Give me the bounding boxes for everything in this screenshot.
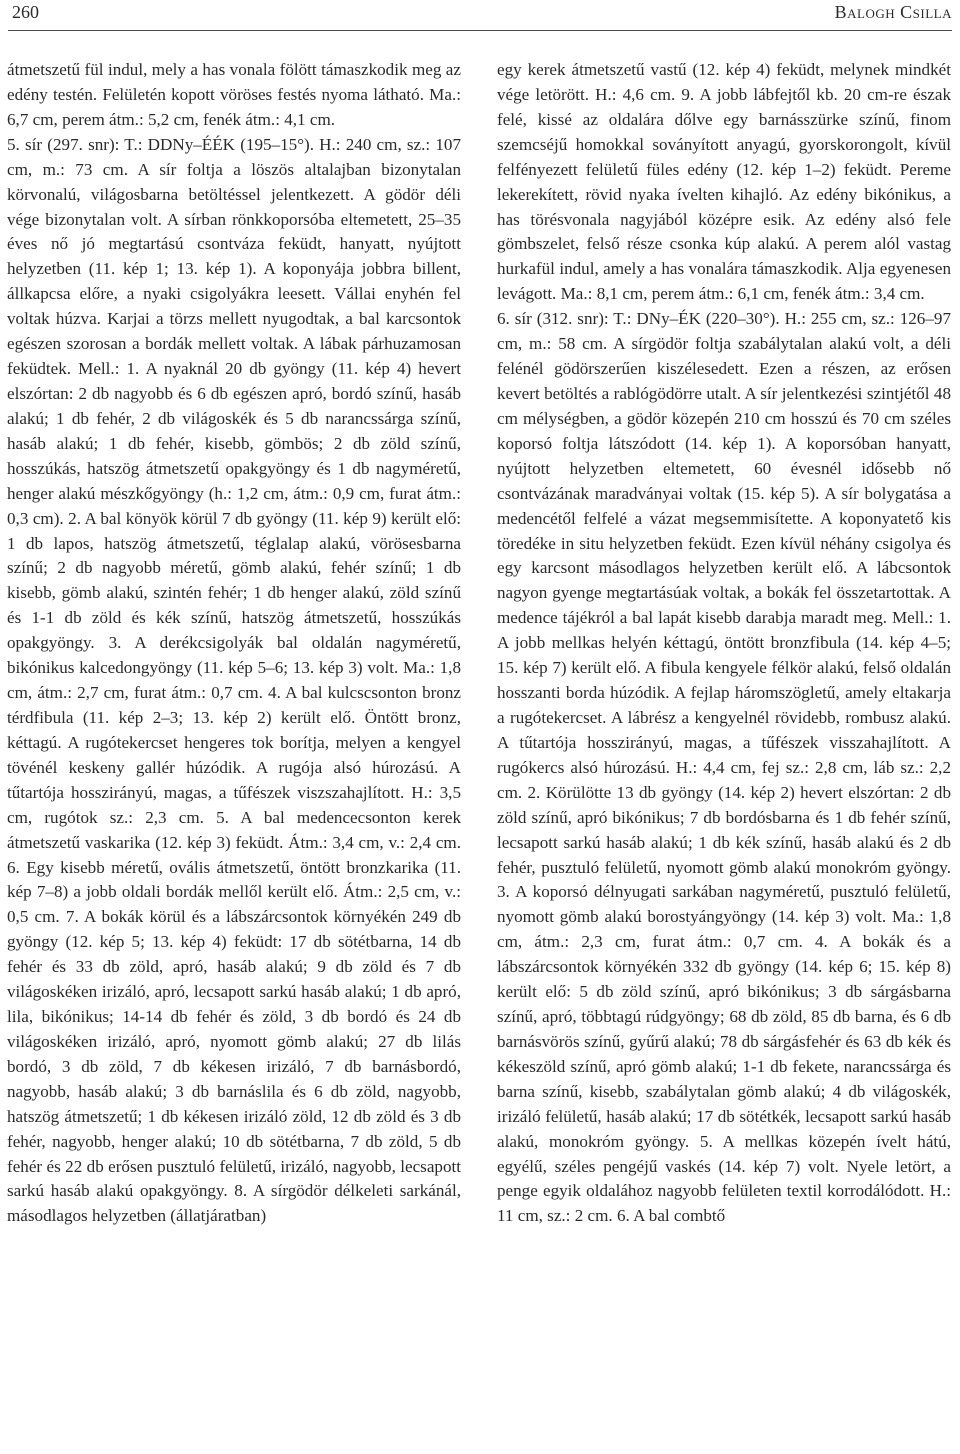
- paragraph-grave-6: 6. sír (312. snr): T.: DNy–ÉK (220–30°). H.: 255 cm, sz.: 126–97 cm, m.: 58 cm. A sírgödör foltja szabálytalan alakú volt, a déli felénél gödörszerűen kiszélesedett. Ezen a részen, az erősen kevert betöltés a rablógödörre utalt. A sír jelentkezési szintjétől 48 cm mélységben, a gödör közepén 210 cm hosszú és 70 cm széles koporsó foltja látszódott (14. kép 1). A koporsóban hanyatt, nyújtott helyzetben eltemetett, 60 évesnél idősebb nő csontvázának maradványai voltak (15. kép 5). A sír bolygatása a medencétől felfelé a vázat megsemmisítette. A koponyatető kis töredéke in situ helyzetben feküdt. Ezen kívül néhány csigolya és egy karcsont másodlagos helyzetben került elő. A lábcsontok nagyon gyenge megtartásúak voltak, a bokák fel összetartottak. A medence tájékról a bal lapát kisebb darabja maradt meg. Mell.: 1. A jobb mellkas helyén kéttagú, öntött bronzfibula (14. kép 4–5; 15. kép 7) került elő. A fibula kengyele félkör alakú, felső oldalán hosszanti borda húzódik. A fejlap háromszögletű, amely eltakarja a rugótekercset. A lábrész a kengyelnél rövidebb, rombusz alakú. A tűtartója hosszirányú, magas, a tűfészek visszahajlított. A rugókercs alsó húrozású. H.: 4,4 cm, fej sz.: 2,8 cm, láb sz.: 2,2 cm. 2. Körülötte 13 db gyöngy (14. kép 2) hevert elszórtan: 2 db zöld színű, apró bikónikus; 7 db bordósbarna és 1 db fehér színű, lecsapott sarkú hasáb alakú; 1 db kék színű, hasáb alakú és 2 db fehér, pusztuló felületű, nyomott gömb alakú monokróm gyöngy. 3. A koporsó délnyugati sarkában nagyméretű, pusztuló felületű, nyomott gömb alakú borostyángyöngy (14. kép 3) volt. Ma.: 1,8 cm, átm.: 2,3 cm, furat átm.: 0,7 cm. 4. A bokák és a lábszárcsontok környékén 332 db gyöngy (14. kép 6; 15. kép 8) került elő: 5 db zöld színű, apró bikónikus; 3 db sárgásbarna színű, apró, többtagú rúdgyöngy; 68 db zöld, 85 db barna, és 6 db barnásvörös színű, gyűrű alakú; 78 db sárgásfehér és 63 db kék és kékeszöld színű, apró gömb alakú; 1-1 db fekete, narancssárga és barna színű, kisebb, szabálytalan gömb alakú; 4 db világoskék, irizáló felületű, hasáb alakú; 17 db sötétkék, lecsapott sarkú hasáb alakú, monokróm gyöngy. 5. A mellkas közepén ívelt hátú, egyélű, széles pengéjű vaskés (14. kép 7) volt. Nyele letört, a penge egyik oldalához nagyobb felületen textil korrodálódott. H.: 11 cm, sz.: 2 cm. 6. A bal combtő: [497, 309, 951, 1226]
- running-header: [0, 0, 960, 24]
- paragraph-grave-5-continued: egy kerek átmetszetű vastű (12. kép 4) feküdt, melynek mindkét vége letörött. H.: 4,6 cm. 9. A jobb lábfejtől kb. 20 cm-re észak felé, kissé az oldalára dőlve egy barnásszürke színű, finom szemcséjű homokkal soványított anyagú, gyorskorongolt, kívül felfényezett felületű füles edény (12. kép 1–2) feküdt. Pereme lekerekített, rövid nyaka ívelten kihajló. Az edény bikónikus, a has törésvonala nagyjából középre esik. Az edény alsó fele gömbszelet, felső része csonka kúp alakú. A perem alól vastag hurkafül indul, amely a has vonalára támaszkodik. Alja egyenesen levágott. Ma.: 8,1 cm, perem átm.: 6,1 cm, fenék átm.: 3,4 cm.: [497, 60, 951, 304]
- right-text-column: [497, 58, 951, 1229]
- page-number: 260: [12, 2, 39, 22]
- left-text-column: [7, 58, 461, 1229]
- running-head-author: Balogh Csilla: [834, 2, 952, 22]
- header-divider: [8, 30, 952, 31]
- paragraph-grave-4-end: átmetszetű fül indul, mely a has vonala fölött támaszkodik meg az edény testén. Felületén kopott vöröses festés nyoma látható. Ma.: 6,7 cm, perem átm.: 5,2 cm, fenék átm.: 4,1 cm.: [7, 60, 461, 129]
- paragraph-grave-5: 5. sír (297. snr): T.: DDNy–ÉÉK (195–15°). H.: 240 cm, sz.: 107 cm, m.: 73 cm. A sír foltja a löszös altalajban bizonytalan körvonalú, világosbarna betöltéssel jelentkezett. A gödör déli vége bizonytalan volt. A sírban rönkkoporsóba eltemetett, 25–35 éves nő jó megtartású csontváza feküdt, hanyatt, nyújtott helyzetben (11. kép 1; 13. kép 1). A koponyája jobbra billent, állkapcsa előre, a nyaki csigolyákra leesett. Vállai enyhén fel voltak húzva. Karjai a törzs mellett nyugodtak, a bal karcsontok egészen szorosan a bordák mellett voltak. A lábak párhuzamosan feküdtek. Mell.: 1. A nyaknál 20 db gyöngy (11. kép 4) hevert elszórtan: 2 db nagyobb és 6 db egészen apró, bordó színű, hasáb alakú; 1 db fehér, 2 db világoskék és 5 db narancssárga színű, hasáb alakú; 1 db fehér, kisebb, gömbös; 2 db zöld színű, hosszúkás, hatszög átmetszetű opakgyöngy és 1 db nagyméretű, henger alakú mészkőgyöngy (h.: 1,2 cm, átm.: 0,9 cm, furat átm.: 0,3 cm). 2. A bal könyök körül 7 db gyöngy (11. kép 9) került elő: 1 db lapos, hatszög átmetszetű, téglalap alakú, vörösesbarna színű; 2 db nagyobb méretű, gömb alakú, fehér színű; 1 db kisebb, gömb alakú, szintén fehér; 1 db henger alakú, zöld színű és 1-1 db zöld és kék színű, hatszög átmetszetű, hosszúkás opakgyöngy. 3. A derékcsigolyák bal oldalán nagyméretű, bikónikus kalcedongyöngy (11. kép 5–6; 13. kép 3) volt. Ma.: 1,8 cm, átm.: 2,7 cm, furat átm.: 0,7 cm. 4. A bal kulcscsonton bronz térdfibula (11. kép 2–3; 13. kép 2) került elő. Öntött bronz, kéttagú. A rugótekercset hengeres tok borítja, melyen a kengyel tövénél keskeny gallér húzódik. A rugója alsó húrozású. A tűtartója hosszirányú, magas, a tűfészek viszszahajlított. H.: 3,5 cm, rugótok sz.: 2,3 cm. 5. A bal medencecsonton kerek átmetszetű vaskarika (12. kép 3) feküdt. Átm.: 3,4 cm, v.: 2,4 cm. 6. Egy kisebb méretű, ovális átmetszetű, öntött bronzkarika (11. kép 7–8) a jobb oldali bordák mellől került elő. Átm.: 2,5 cm, v.: 0,5 cm. 7. A bokák körül és a lábszárcsontok környékén 249 db gyöngy (12. kép 5; 13. kép 4) feküdt: 17 db sötétbarna, 14 db fehér és 33 db zöld, apró, hasáb alakú; 9 db zöld és 7 db világoskéken irizáló, apró, lecsapott sarkú hasáb alakú; 1 db apró, lila, bikónikus; 14-14 db fehér és zöld, 3 db bordó és 24 db világoskéken irizáló, apró, nyomott gömb alakú; 27 db lilás bordó, 3 db zöld, 7 db kékesen irizáló, 7 db barnásbordó, nagyobb, hasáb alakú; 3 db barnáslila és 6 db zöld, nagyobb, hatszög átmetszetű; 1 db kékesen irizáló zöld, 12 db zöld és 3 db fehér, nagyobb, henger alakú; 10 db sötétbarna, 7 db zöld, 5 db fehér és 22 db erősen pusztuló felületű, irizáló, nagyobb, lecsapott sarkú hasáb alakú opakgyöngy. 8. A sírgödör délkeleti sarkánál, másodlagos helyzetben (állatjáratban): [7, 134, 461, 1226]
